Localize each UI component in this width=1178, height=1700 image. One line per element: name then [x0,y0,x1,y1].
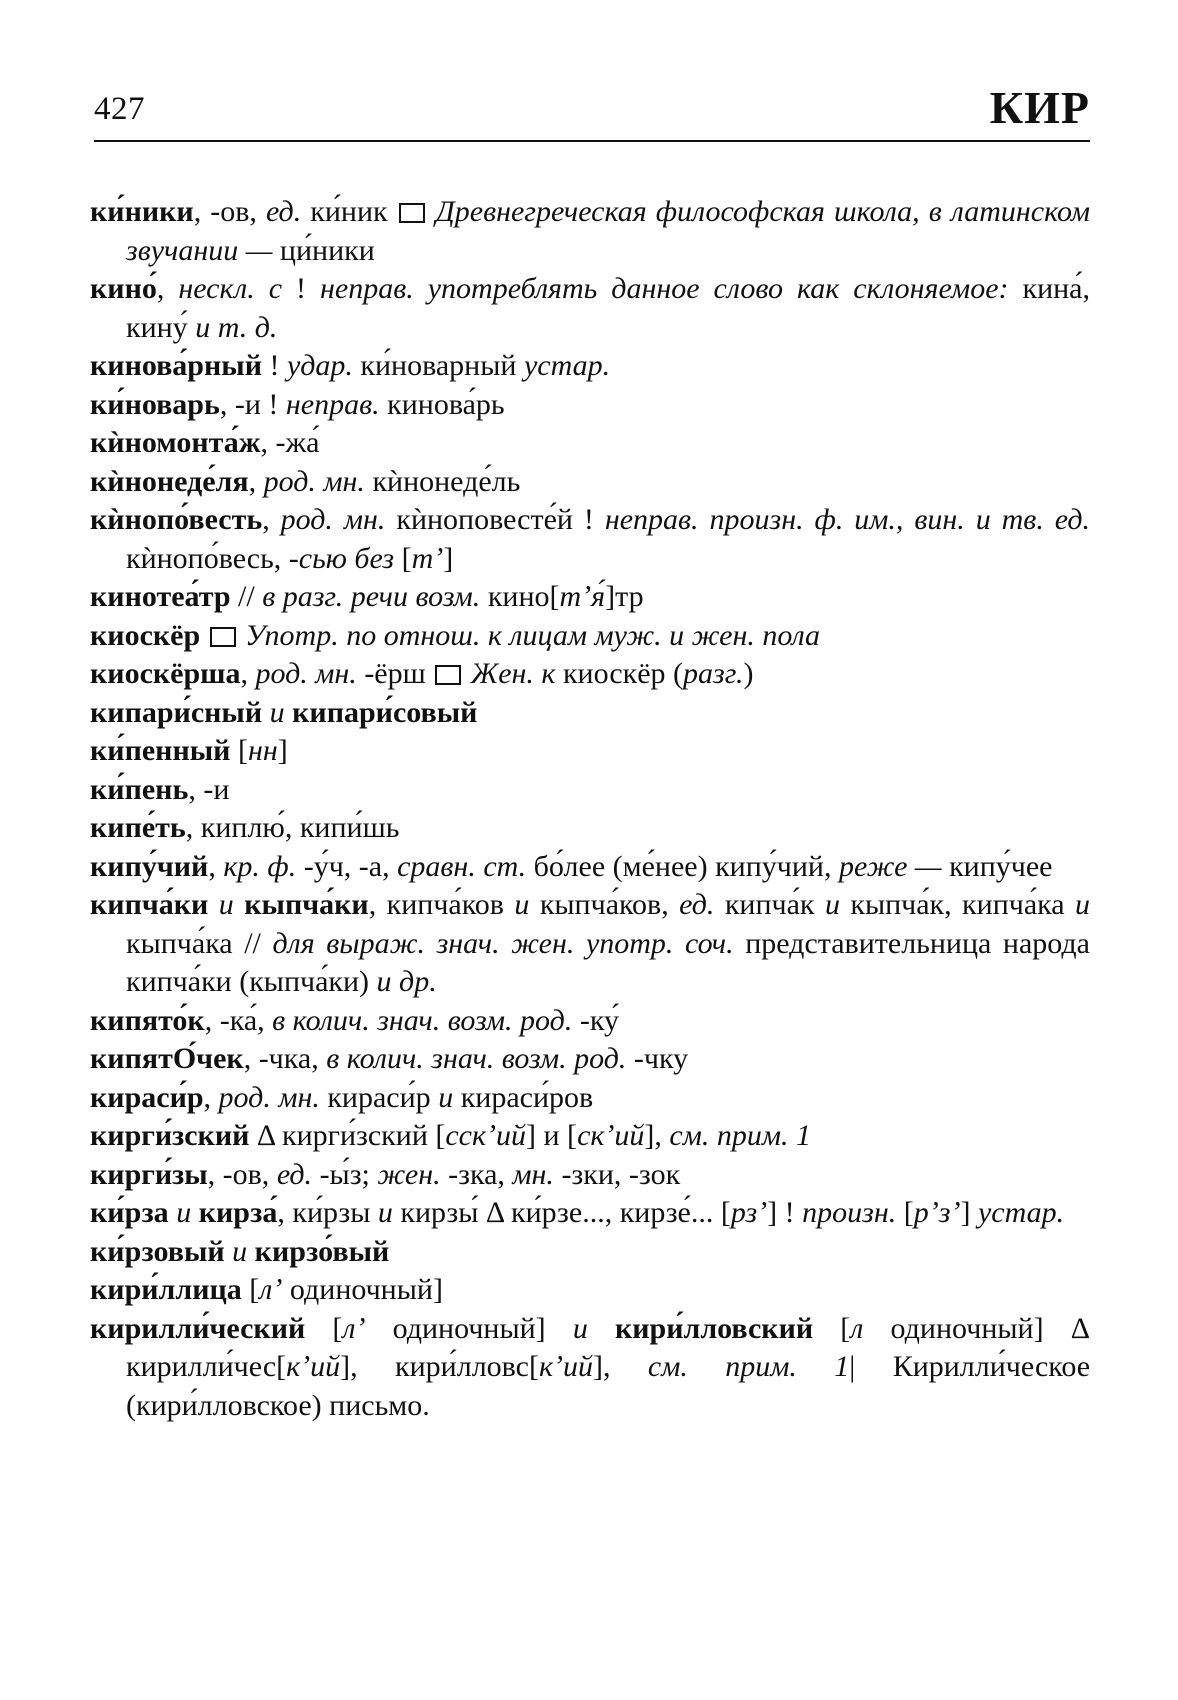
entry-text: -зки, -зок [553,1157,681,1191]
grammar-note: кʼий [286,1350,341,1383]
grammar-note: тʼ [411,541,444,575]
headword: кѝнопо́весть [90,503,263,536]
entry-text [247,1235,255,1268]
headword: киоскёр [90,618,201,652]
entry-text: кино[ [480,580,560,613]
grammar-note: ед. [276,1157,313,1191]
grammar-note: см. прим. 1 [669,1119,812,1152]
entry-text: ) [743,657,754,690]
square-marker-icon [210,627,236,647]
headword: киоскёрша [90,657,241,690]
grammar-note: и [1075,888,1091,921]
grammar-note: л [850,1311,864,1345]
entry-text: кипу́чее [941,849,1053,883]
entry-text: бо́лее (ме́нее) кипу́чий, [526,849,839,883]
entry-text: -ку́ [572,1003,619,1037]
entry-text: ], [593,1350,648,1383]
dictionary-entry [90,848,1090,887]
entry-text [191,1196,199,1229]
grammar-note: Употр. по отнош. к лицам муж. и жен. пола [245,618,821,652]
entry-text: одиночный] Δ кирилли́чес[ [126,1311,1091,1383]
entry-text: -у́ч, -а, [296,849,398,883]
dictionary-entry [90,809,1090,848]
headword: кипято́к [90,1003,205,1037]
grammar-note: неправ. [285,387,380,421]
dictionary-entry [90,655,1090,694]
headword: кирза́ [198,1196,278,1229]
headword: ки́ники [90,195,194,228]
headword: кипятО́чек [90,1042,244,1075]
dictionary-entry [90,617,1090,656]
grammar-note: и [572,1311,588,1345]
page-header [94,82,1090,142]
grammar-note: род. мн. [255,657,357,690]
dictionary-entry [90,386,1090,425]
entry-text: , [208,849,224,883]
headword: кири́лловский [614,1311,814,1345]
grammar-note: устар. [523,349,611,382]
headword: кѝномонта́ж [90,426,261,459]
grammar-note: и т. д. [195,310,278,344]
dictionary-entry [90,694,1090,733]
grammar-note: лʼ [342,1311,366,1345]
grammar-note: и [514,888,530,921]
dictionary-entry [90,578,1090,617]
entry-text: , -ов, [193,195,266,228]
entry-text: ] и [ [526,1119,578,1152]
grammar-note: реже — [839,849,942,883]
entry-text [262,696,270,729]
entry-text: кыпча́к, кипча́ка [839,888,1076,921]
grammar-note: и [176,1196,192,1229]
grammar-note: нескл. с [178,272,283,305]
grammar-note: см. прим. 1 [647,1350,850,1383]
entry-text: [ [394,541,412,575]
grammar-note: в колич. знач. возм. род. [326,1042,627,1075]
entry-text: , ки́рзы [277,1196,378,1229]
entry-text: ци́ники [272,233,375,267]
entry-text: ], [644,1119,670,1152]
grammar-note: ед. [679,888,715,921]
entry-text: , -и [188,772,230,806]
entry-text [208,888,218,921]
headword: кино́ [90,272,157,305]
entry-text: -ы́з; [312,1157,378,1191]
dictionary-entry [90,771,1090,810]
grammar-note: сравн. ст. [397,849,527,883]
headword: кирилли́ческий [90,1311,306,1345]
entry-text: кипча́к [714,888,825,921]
entry-text: [ [813,1311,851,1345]
grammar-note: лʼ [259,1273,283,1306]
headword: ки́пенный [90,734,231,767]
entry-text: , [240,657,256,690]
entry-text: ! [282,272,320,305]
headword: ки́новарь [90,387,220,421]
entry-text: // [230,580,263,613]
dictionary-entry [90,886,1090,1002]
entry-text: кираси́р [319,1080,439,1114]
dictionary-entry [90,501,1090,578]
entry-text: кина́, кину́ [126,272,1090,344]
grammar-note: род. мн. [280,503,386,536]
dictionary-entry [90,463,1090,502]
dictionary-entry [90,1117,1090,1156]
entry-text: ки́новарный [352,349,524,382]
headword: кирзо́вый [254,1234,390,1268]
dictionary-entry [90,424,1090,463]
entry-text: , -и ! [219,387,286,421]
headword: кипу́чий [90,849,209,883]
entry-text [588,1312,615,1345]
grammar-note: род. мн. [263,464,365,498]
grammar-note: и [377,1196,393,1229]
entry-text [427,195,436,228]
grammar-note: нн [247,734,278,767]
grammar-note: ед. [265,195,302,228]
dictionary-entry [90,1079,1090,1118]
entry-text: кѝнонеде́ль [364,464,521,498]
square-marker-icon [435,665,461,685]
headword: кири́ллица [90,1273,242,1306]
entry-text: , -ов, [207,1157,277,1191]
entry-text: [ [896,1196,914,1229]
dictionary-entry [90,1002,1090,1041]
grammar-note: скʼий [577,1119,645,1152]
entry-list [90,193,1090,1425]
entry-text: ! [262,349,287,382]
entry-text: , киплю́, кипи́шь [185,811,400,844]
entry-text: кѝнопо́весь, [126,541,289,575]
grammar-note: и [218,888,234,921]
headword: кипе́ть [90,811,186,844]
entry-text: кыпча́ка // [126,926,273,960]
entry-text: -ёрш [356,657,434,690]
entry-text: представительница народа кипча́ки (кыпча́ки) [126,926,1090,998]
entry-text [200,619,208,652]
entry-text: , [156,272,179,305]
headword: кираси́р [90,1080,204,1114]
headword: кыпча́ки [244,888,369,921]
entry-text: кирзы́ Δ ки́рзе..., кирзе́... [ [392,1196,731,1229]
grammar-note: род. мн. [218,1080,320,1114]
grammar-note: -сью без [288,541,395,575]
headword: кинотеа́тр [90,580,231,613]
grammar-note: Древнегреческая философская школа, в латинском звучании — [126,195,1090,267]
dictionary-entry [90,732,1090,771]
dictionary-entry [90,347,1090,386]
running-head: КИР [989,82,1090,133]
entry-text: , [248,464,264,498]
entry-text: [ [230,734,248,767]
headword: кипча́ки [90,888,209,921]
grammar-note: жен. [377,1157,441,1191]
entry-text: ] ! [767,1196,803,1229]
entry-text [234,888,244,921]
grammar-note: кʼий [538,1350,594,1383]
entry-text: | Кирилли́ческое (кири́лловское) письмо. [126,1350,1091,1422]
grammar-note: и [269,695,285,729]
entry-text: -чку [626,1042,689,1075]
grammar-note: неправ. произн. ф. им., вин. и тв. ед. [604,503,1091,536]
headword: ки́рза [90,1196,169,1229]
headword: кипари́сный [90,695,263,729]
entry-text: одиночный] [365,1311,573,1345]
entry-text: ] [443,541,454,575]
headword: ки́рзовый [90,1234,225,1268]
entry-text: ки́ник [301,195,397,228]
dictionary-entry [90,1156,1090,1195]
entry-text: ] [960,1196,978,1229]
headword: кѝнонеде́ля [90,464,249,498]
grammar-note: разг. [683,657,744,690]
dictionary-entry [90,1233,1090,1272]
dictionary-entry [90,270,1090,347]
dictionary-entry [90,1271,1090,1310]
headword: ки́пень [90,772,189,806]
dictionary-entry [90,1310,1090,1426]
entry-text: [ [305,1311,343,1345]
headword: кинова́рный [90,349,262,382]
entry-text: киоскёр ( [555,657,684,690]
grammar-note: мн. [512,1157,554,1191]
grammar-note: и [438,1080,454,1114]
square-marker-icon [399,203,425,223]
headword: кирги́зский [90,1119,250,1152]
entry-text: , -ка́, [204,1003,273,1037]
grammar-note: тʼя́ [559,580,606,613]
dictionary-entry [90,1040,1090,1079]
entry-text: , [203,1080,219,1114]
dictionary-entry [90,1194,1090,1233]
grammar-note: для выраж. знач. жен. употр. соч. [272,926,734,960]
entry-text: одиночный] [282,1273,443,1306]
dictionary-entry [90,193,1090,270]
grammar-note: кр. ф. [223,849,297,883]
entry-text: Δ кирги́зский [ [249,1119,446,1152]
entry-text: , [262,503,281,536]
grammar-note: и др. [376,965,437,998]
page-number: 427 [94,91,145,127]
grammar-note: в колич. знач. возм. род. [272,1003,573,1037]
headword: кирги́зы [90,1157,208,1191]
entry-text: кыпча́ков, [529,888,680,921]
entry-text: [ [241,1273,260,1306]
entry-text: ] [277,734,288,767]
grammar-note: и [824,888,840,921]
entry-text: ], кири́лловс[ [340,1350,539,1383]
grammar-note: рʼзʼ [913,1196,961,1229]
entry-text: кираси́ров [453,1080,594,1114]
grammar-note: Жен. к [470,657,556,690]
grammar-note: произн. [802,1196,897,1229]
entry-text: , -чка, [243,1042,327,1075]
entry-text [463,657,471,690]
entry-text: кѝноповесте́й ! [385,503,605,536]
grammar-note: и [232,1234,248,1268]
grammar-note: удар. [287,349,353,382]
grammar-note: сскʼий [445,1119,527,1152]
headword: кипари́совый [292,695,478,729]
grammar-note: рзʼ [730,1196,768,1229]
grammar-note: устар. [977,1196,1065,1229]
grammar-note: в разг. речи возм. [262,580,481,613]
grammar-note: неправ. употреблять данное слово как склоняемое: [320,272,1009,305]
entry-text: -зка, [440,1157,513,1191]
entry-text: , -жа́ [260,426,320,459]
entry-text: кинова́рь [379,387,505,421]
entry-text: ]тр [605,580,644,613]
entry-text: , кипча́ков [368,888,515,921]
